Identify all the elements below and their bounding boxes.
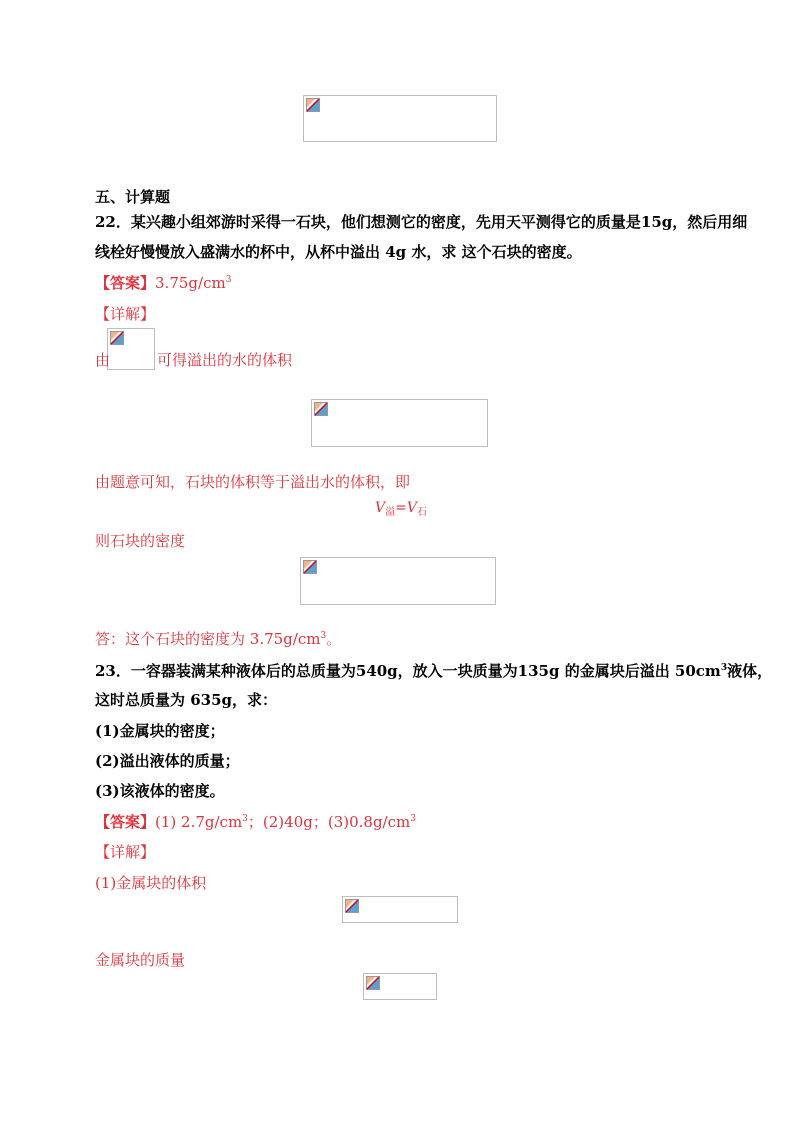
formula-v2: V xyxy=(406,500,417,516)
detail-tag-23: 【详解】 xyxy=(95,843,156,861)
question-23-line-1-b: 液体， xyxy=(727,662,773,680)
formula-eq: = xyxy=(395,500,407,516)
equation-image-small xyxy=(107,328,155,370)
question-23-line-2: 这时总质量为 635g，求： xyxy=(95,691,278,709)
answer-tag: 【答案】 xyxy=(95,813,156,831)
detail-tag-22: 【详解】 xyxy=(95,305,156,323)
answer-exponent-1: 3 xyxy=(242,814,248,824)
equation-image-metal-mass xyxy=(363,973,437,1000)
broken-image-icon xyxy=(366,976,380,990)
formula-sub2: 石 xyxy=(416,507,427,518)
question-23-part-1: (1)金属块的密度； xyxy=(95,722,225,740)
answer-part-a: (1) 2.7g/cm xyxy=(155,813,243,831)
answer-exponent-2: 3 xyxy=(410,814,416,824)
formula-sub1: 溢 xyxy=(385,507,396,518)
step-23-1: (1)金属块的体积 xyxy=(95,874,207,892)
equation-image-top xyxy=(303,95,497,142)
broken-image-icon xyxy=(303,560,317,574)
step-22-3: 则石块的密度 xyxy=(95,532,186,550)
conclusion-exponent: 3 xyxy=(320,631,327,641)
broken-image-icon xyxy=(110,331,124,345)
broken-image-icon xyxy=(314,402,328,416)
equation-image-metal-volume xyxy=(342,896,458,923)
broken-image-icon xyxy=(306,98,320,112)
answer-23 xyxy=(95,812,416,832)
broken-image-icon xyxy=(345,899,359,913)
question-22-line-1: 22．某兴趣小组郊游时采得一石块，他们想测它的密度，先用天平测得它的质量是15g，然后用细 xyxy=(95,213,748,231)
question-22-line-2: 线栓好慢慢放入盛满水的杯中，从杯中溢出 4g 水，求 这个石块的密度。 xyxy=(95,243,582,261)
question-23-part-3: (3)该液体的密度。 xyxy=(95,782,225,800)
question-23-line-1 xyxy=(95,661,772,681)
formula-v-equal xyxy=(375,500,427,516)
conclusion-prefix: 答：这个石块的密度为 3.75g/cm xyxy=(95,630,321,648)
answer-part-b: ；(2)40g；(3)0.8g/cm xyxy=(247,813,411,831)
answer-value: 3.75g/cm xyxy=(155,274,226,292)
question-23-line-1-a: 23．一容器装满某种液体后的总质量为540g，放入一块质量为135g 的金属块后溢出 50cm xyxy=(95,662,721,680)
answer-22 xyxy=(95,273,231,293)
step-22-1-prefix: 由 xyxy=(95,351,111,369)
answer-tag: 【答案】 xyxy=(95,274,156,292)
step-23-2: 金属块的质量 xyxy=(95,951,186,969)
conclusion-suffix: 。 xyxy=(326,630,342,648)
question-23-part-2: (2)溢出液体的质量； xyxy=(95,752,240,770)
question-23-exponent: 3 xyxy=(720,663,728,673)
answer-exponent: 3 xyxy=(225,275,232,285)
equation-image-density xyxy=(300,557,496,605)
step-22-2: 由题意可知，石块的体积等于溢出水的体积，即 xyxy=(95,473,411,491)
step-22-1-suffix: 可得溢出的水的体积 xyxy=(157,351,293,369)
section-title: 五、计算题 xyxy=(95,188,171,206)
conclusion-22 xyxy=(95,629,341,649)
equation-image-volume xyxy=(311,399,488,447)
formula-v1: V xyxy=(375,500,386,516)
